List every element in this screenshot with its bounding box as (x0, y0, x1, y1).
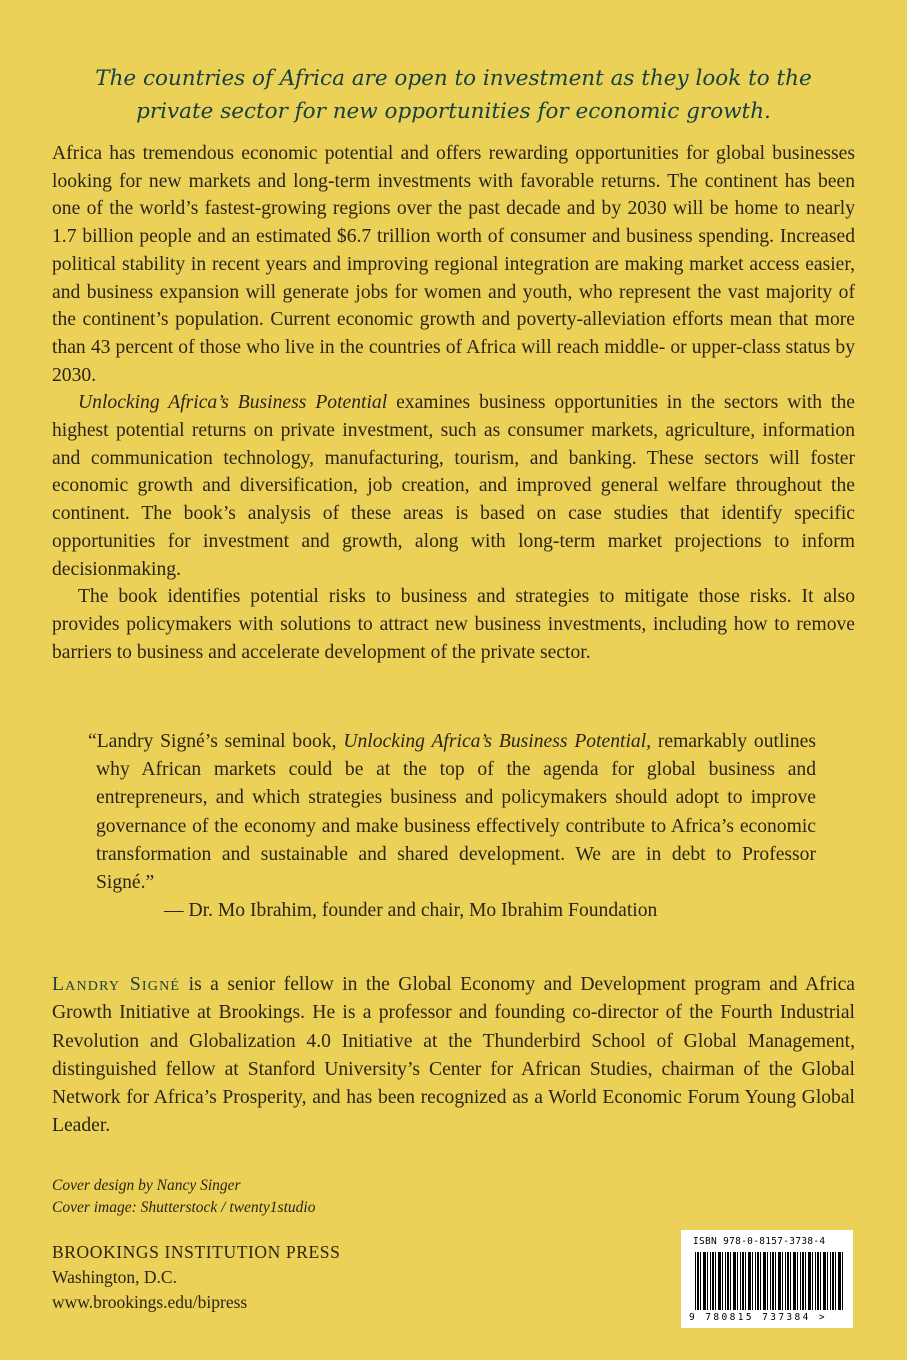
publisher-city: Washington, D.C. (52, 1267, 177, 1287)
barcode-digits: 9 780815 737384 > (689, 1312, 828, 1323)
description-paragraph-2 (52, 389, 855, 583)
tagline (60, 62, 847, 128)
cover-credits (52, 1175, 315, 1219)
author-name: Landry Signé (52, 974, 181, 995)
book-description (52, 140, 855, 666)
description-paragraph-3: The book identifies potential risks to business and strategies to mitigate those risks. It also provides policymakers with solutions to attract new business investments, including how to remove barriers to business and accelerate development of the private sector. (52, 586, 855, 663)
endorsement-quote (76, 728, 816, 925)
publisher-block (52, 1240, 340, 1315)
description-paragraph-1: Africa has tremendous economic potential and offers rewarding opportunities for global businesses looking for new markets and long-term investments with favorable returns. The continent has been one of the world’s fastest-growing regions over the past decade and by 2030 will be home to nearly 1.7 billion people and an estimated $6.7 trillion worth of consumer and business spending. Increased political stability in recent years and improving regional integration are making market access easier, and business expansion will generate jobs for women and youth, who represent the vast majority of the continent’s population. Current economic growth and poverty-alleviation efforts mean that more than 43 percent of those who live in the countries of Africa will reach middle- or upper-class status by 2030. (52, 143, 855, 386)
book-title: Unlocking Africa’s Business Potential (78, 392, 388, 414)
tagline-line-2: private sector for new opportunities for economic growth. (136, 99, 771, 124)
isbn-label: ISBN 978-0-8157-3738-4 (693, 1236, 826, 1247)
description-paragraph-2-text: examines business opportunities in the sectors with the highest potential returns on private investment, such as consumer markets, agriculture, information and communication technology, manufacturing, tourism, and banking. These sectors will foster economic growth and diversification, job creation, and improved general welfare throughout the continent. The book’s analysis of these areas is based on case studies that identify specific opportunities for investment and growth, along with long-term market projections to inform decisionmaking. (52, 392, 855, 580)
publisher-name: BROOKINGS INSTITUTION PRESS (52, 1242, 341, 1262)
endorsement-text (76, 728, 816, 897)
endorsement-text-end: remarkably outlines why African markets could be at the top of the agenda for global business and entrepreneurs, and which strategies business and policymakers should adopt to improve governance of the economy and make business effectively contribute to Africa’s economic transformation and sustainable and shared development. We are in debt to Professor Signé.” (96, 731, 816, 894)
author-bio (52, 971, 855, 1141)
endorsement-book-title: Unlocking Africa’s Business Potential, (343, 731, 652, 752)
endorsement-attribution: — Dr. Mo Ibrahim, founder and chair, Mo Ibrahim Foundation (164, 900, 658, 922)
cover-design-credit: Cover design by Nancy Singer (52, 1177, 241, 1194)
publisher-url: www.brookings.edu/bipress (52, 1292, 248, 1312)
tagline-line-1: The countries of Africa are open to investment as they look to the (95, 66, 812, 91)
cover-image-credit: Cover image: Shutterstock / twenty1studio (52, 1199, 316, 1216)
author-bio-text: is a senior fellow in the Global Economy and Development program and Africa Growth Initiative at Brookings. He is a professor and founding co-director of the Fourth Industrial Revolution and Globalization 4.0 Initiative at the Thunderbird School of Global Management, distinguished fellow at Stanford University’s Center for African Studies, chairman of the Global Network for Africa’s Prosperity, and has been recognized as a World Economic Forum Young Global Leader. (52, 974, 855, 1137)
isbn-barcode (681, 1230, 853, 1328)
endorsement-text-start: “Landry Signé’s seminal book, (88, 731, 344, 752)
barcode-bars (695, 1252, 843, 1310)
